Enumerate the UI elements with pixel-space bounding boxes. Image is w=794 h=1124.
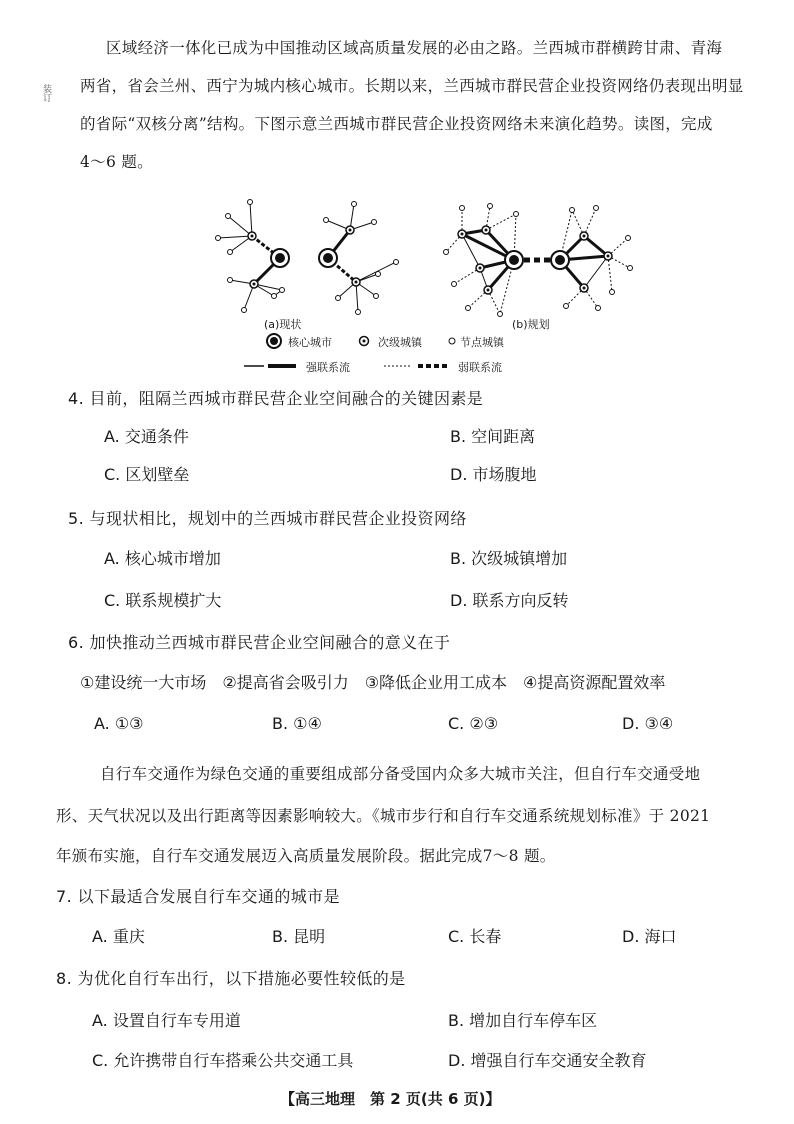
q5-option-a[interactable]: A. 核心城市增加	[104, 549, 221, 568]
passage1-line-2: 两省，省会兰州、西宁为城内核心城市。长期以来，兰西城市群民营企业投资网络仍表现出明显	[80, 77, 744, 95]
passage2-line-3: 年颁布实施，自行车交通发展迈入高质量发展阶段。据此完成7～8 题。	[56, 847, 556, 865]
q7-option-d[interactable]: D. 海口	[622, 927, 677, 946]
q6-option-b[interactable]: B. ①④	[272, 714, 322, 733]
question-5-stem: 5. 与现状相比，规划中的兰西城市群民营企业投资网络	[68, 509, 467, 528]
legend-node-label: 节点城镇	[460, 336, 504, 349]
q5-option-b[interactable]: B. 次级城镇增加	[450, 549, 568, 568]
passage2-line-1: 自行车交通作为绿色交通的重要组成部分备受国内众多大城市关注，但自行车交通受地	[100, 765, 701, 783]
q6-option-d[interactable]: D. ③④	[622, 714, 674, 733]
q4-option-a[interactable]: A. 交通条件	[104, 427, 189, 446]
q8-option-d[interactable]: D. 增强自行车交通安全教育	[448, 1051, 647, 1070]
legend-core-label: 核心城市	[288, 336, 332, 349]
q8-option-a[interactable]: A. 设置自行车专用道	[92, 1011, 241, 1030]
q7-option-b[interactable]: B. 昆明	[272, 927, 326, 946]
figure-b-right-cluster	[551, 206, 633, 311]
q7-option-a[interactable]: A. 重庆	[92, 927, 145, 946]
question-8-stem: 8. 为优化自行车出行，以下措施必要性较低的是	[56, 969, 406, 988]
q4-option-b[interactable]: B. 空间距离	[450, 427, 536, 446]
question-7-stem: 7. 以下最适合发展自行车交通的城市是	[56, 887, 340, 906]
q6-option-a[interactable]: A. ①③	[94, 714, 144, 733]
legend-node-symbol	[449, 338, 455, 344]
caption-b: (b)规划	[512, 318, 550, 331]
q8-option-c[interactable]: C. 允许携带自行车搭乘公共交通工具	[92, 1051, 354, 1070]
question-4-stem: 4. 目前，阻隔兰西城市群民营企业空间融合的关键因素是	[68, 389, 484, 408]
passage1-line-4: 4～6 题。	[80, 153, 153, 171]
figure-b-left-cluster	[444, 204, 561, 317]
legend-strong-label: 强联系流	[306, 361, 350, 374]
passage2-line-2: 形、天气状况以及出行距离等因素影响较大。《城市步行和自行车交通系统规划标准》于 2021	[56, 807, 711, 825]
q6-option-c[interactable]: C. ②③	[448, 714, 499, 733]
q8-option-b[interactable]: B. 增加自行车停车区	[448, 1011, 598, 1030]
q5-option-d[interactable]: D. 联系方向反转	[450, 591, 569, 610]
margin-mark: 装订	[41, 84, 51, 102]
passage1-line-3: 的省际“双核分离”结构。下图示意兰西城市群民营企业投资网络未来演化趋势。读图，完成	[80, 115, 713, 133]
q5-option-c[interactable]: C. 联系规模扩大	[104, 591, 222, 610]
legend-weak-label: 弱联系流	[458, 361, 502, 374]
question-6-stem: 6. 加快推动兰西城市群民营企业空间融合的意义在于	[68, 633, 451, 652]
q4-option-d[interactable]: D. 市场腹地	[450, 465, 537, 484]
q4-option-c[interactable]: C. 区划壁垒	[104, 465, 190, 484]
figure-a-right-cluster	[319, 202, 399, 315]
q7-option-c[interactable]: C. 长春	[448, 927, 502, 946]
passage1-line-1: 区域经济一体化已成为中国推动区域高质量发展的必由之路。兰西城市群横跨甘肃、青海	[106, 39, 723, 57]
figure-a-left-cluster	[216, 200, 290, 313]
legend-secondary-label: 次级城镇	[378, 336, 422, 349]
caption-a: (a)现状	[264, 318, 302, 331]
q6-statements: ①建设统一大市场 ②提高省会吸引力 ③降低企业用工成本 ④提高资源配置效率	[80, 673, 666, 692]
page-footer: 【高三地理 第 2 页(共 6 页)】	[280, 1090, 501, 1108]
